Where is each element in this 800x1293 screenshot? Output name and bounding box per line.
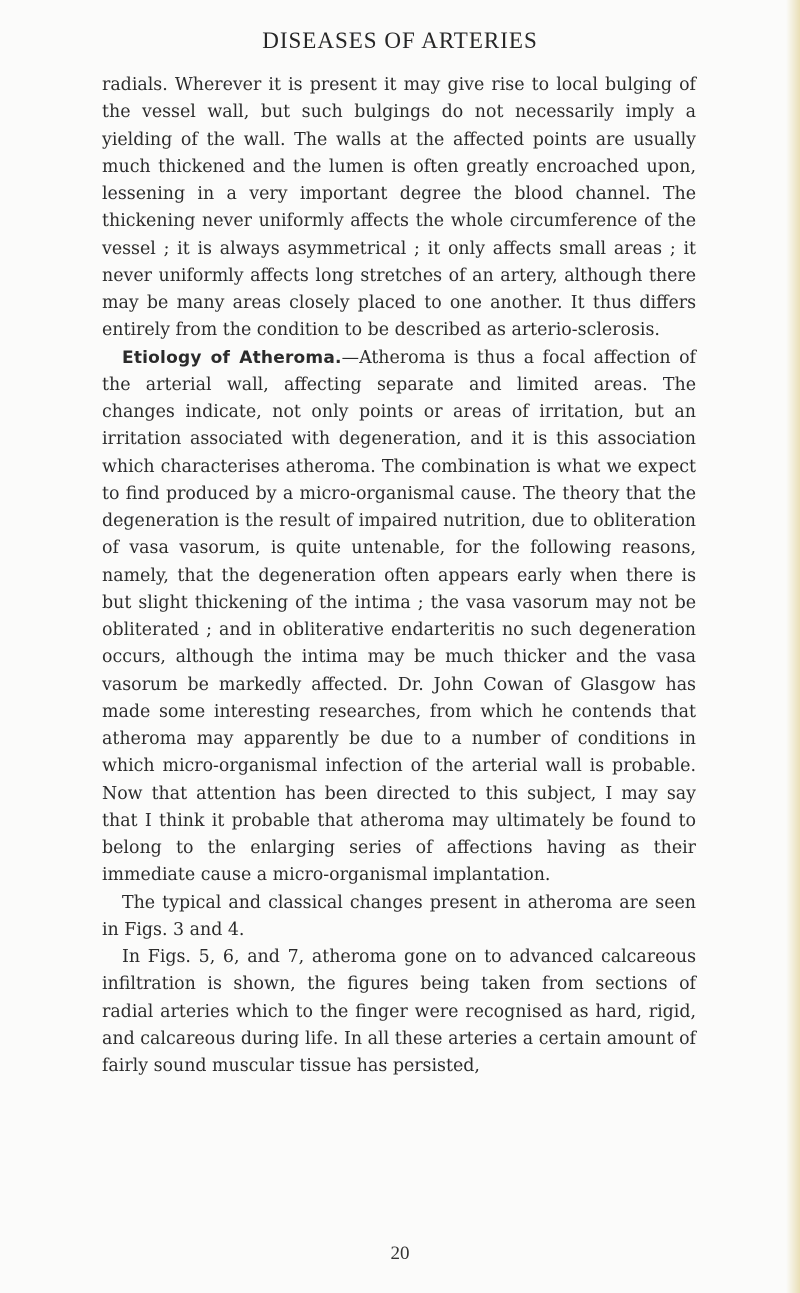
paragraph-2 bbox=[102, 345, 696, 890]
running-head: DISEASES OF ARTERIES bbox=[262, 28, 538, 53]
paragraph-3: The typical and classical changes present in atheroma are seen in Figs. 3 and 4. bbox=[102, 892, 696, 940]
paragraph-4: In Figs. 5, 6, and 7, atheroma gone on to advanced calcareous infiltration is shown, the figures being taken from sections of radial arteries which to the finger were recognised as hard, rigid, and calcareous during life. In all these arteries a certain amount of fairly sound muscular tissue has persisted, bbox=[102, 947, 696, 1076]
paragraph-2-text: —Atheroma is thus a focal affection of the arterial wall, affecting separate and limited areas. The changes indicate, not only points or areas of irritation, but an irritation associated with degeneration, and it is this association which characterises atheroma. The combination is what we expect to find produced by a micro-organismal cause. The theory that the degeneration is the result of impaired nutrition, due to obliteration of vasa vasorum, is quite untenable, for the following reasons, namely, that the degeneration often appears early when there is but slight thickening of the intima ; the vasa vasorum may not be obliterated ; and in obliterative endarteritis no such degeneration occurs, although the intima may be much thicker and the vasa vasorum be markedly affected. Dr. John Cowan of Glasgow has made some interesting researches, from which he contends that atheroma may apparently be due to a number of conditions in which micro-organismal infection of the arterial wall is probable. Now that attention has been directed to this subject, I may say that I think it probable that atheroma may ultimately be found to belong to the enlarging series of affections having as their immediate cause a micro-organismal implantation. bbox=[102, 347, 696, 886]
body-text bbox=[102, 72, 696, 1080]
section-heading: Etiology of Atheroma. bbox=[122, 347, 342, 368]
page-number: 20 bbox=[390, 1243, 410, 1264]
paragraph-1: radials. Wherever it is present it may give rise to local bulging of the vessel wall, but such bulgings do not necessarily imply a yielding of the wall. The walls at the affected points are usually much thickened and the lumen is often greatly encroached upon, lessening in a very important degree the blood channel. The thickening never uniformly affects the whole circumference of the vessel ; it is always asymmetrical ; it only affects small areas ; it never uniformly affects long stretches of an artery, although there may be many areas closely placed to one another. It thus differs entirely from the condition to be described as arterio-sclerosis. bbox=[102, 75, 696, 341]
page-edge bbox=[786, 0, 800, 1293]
